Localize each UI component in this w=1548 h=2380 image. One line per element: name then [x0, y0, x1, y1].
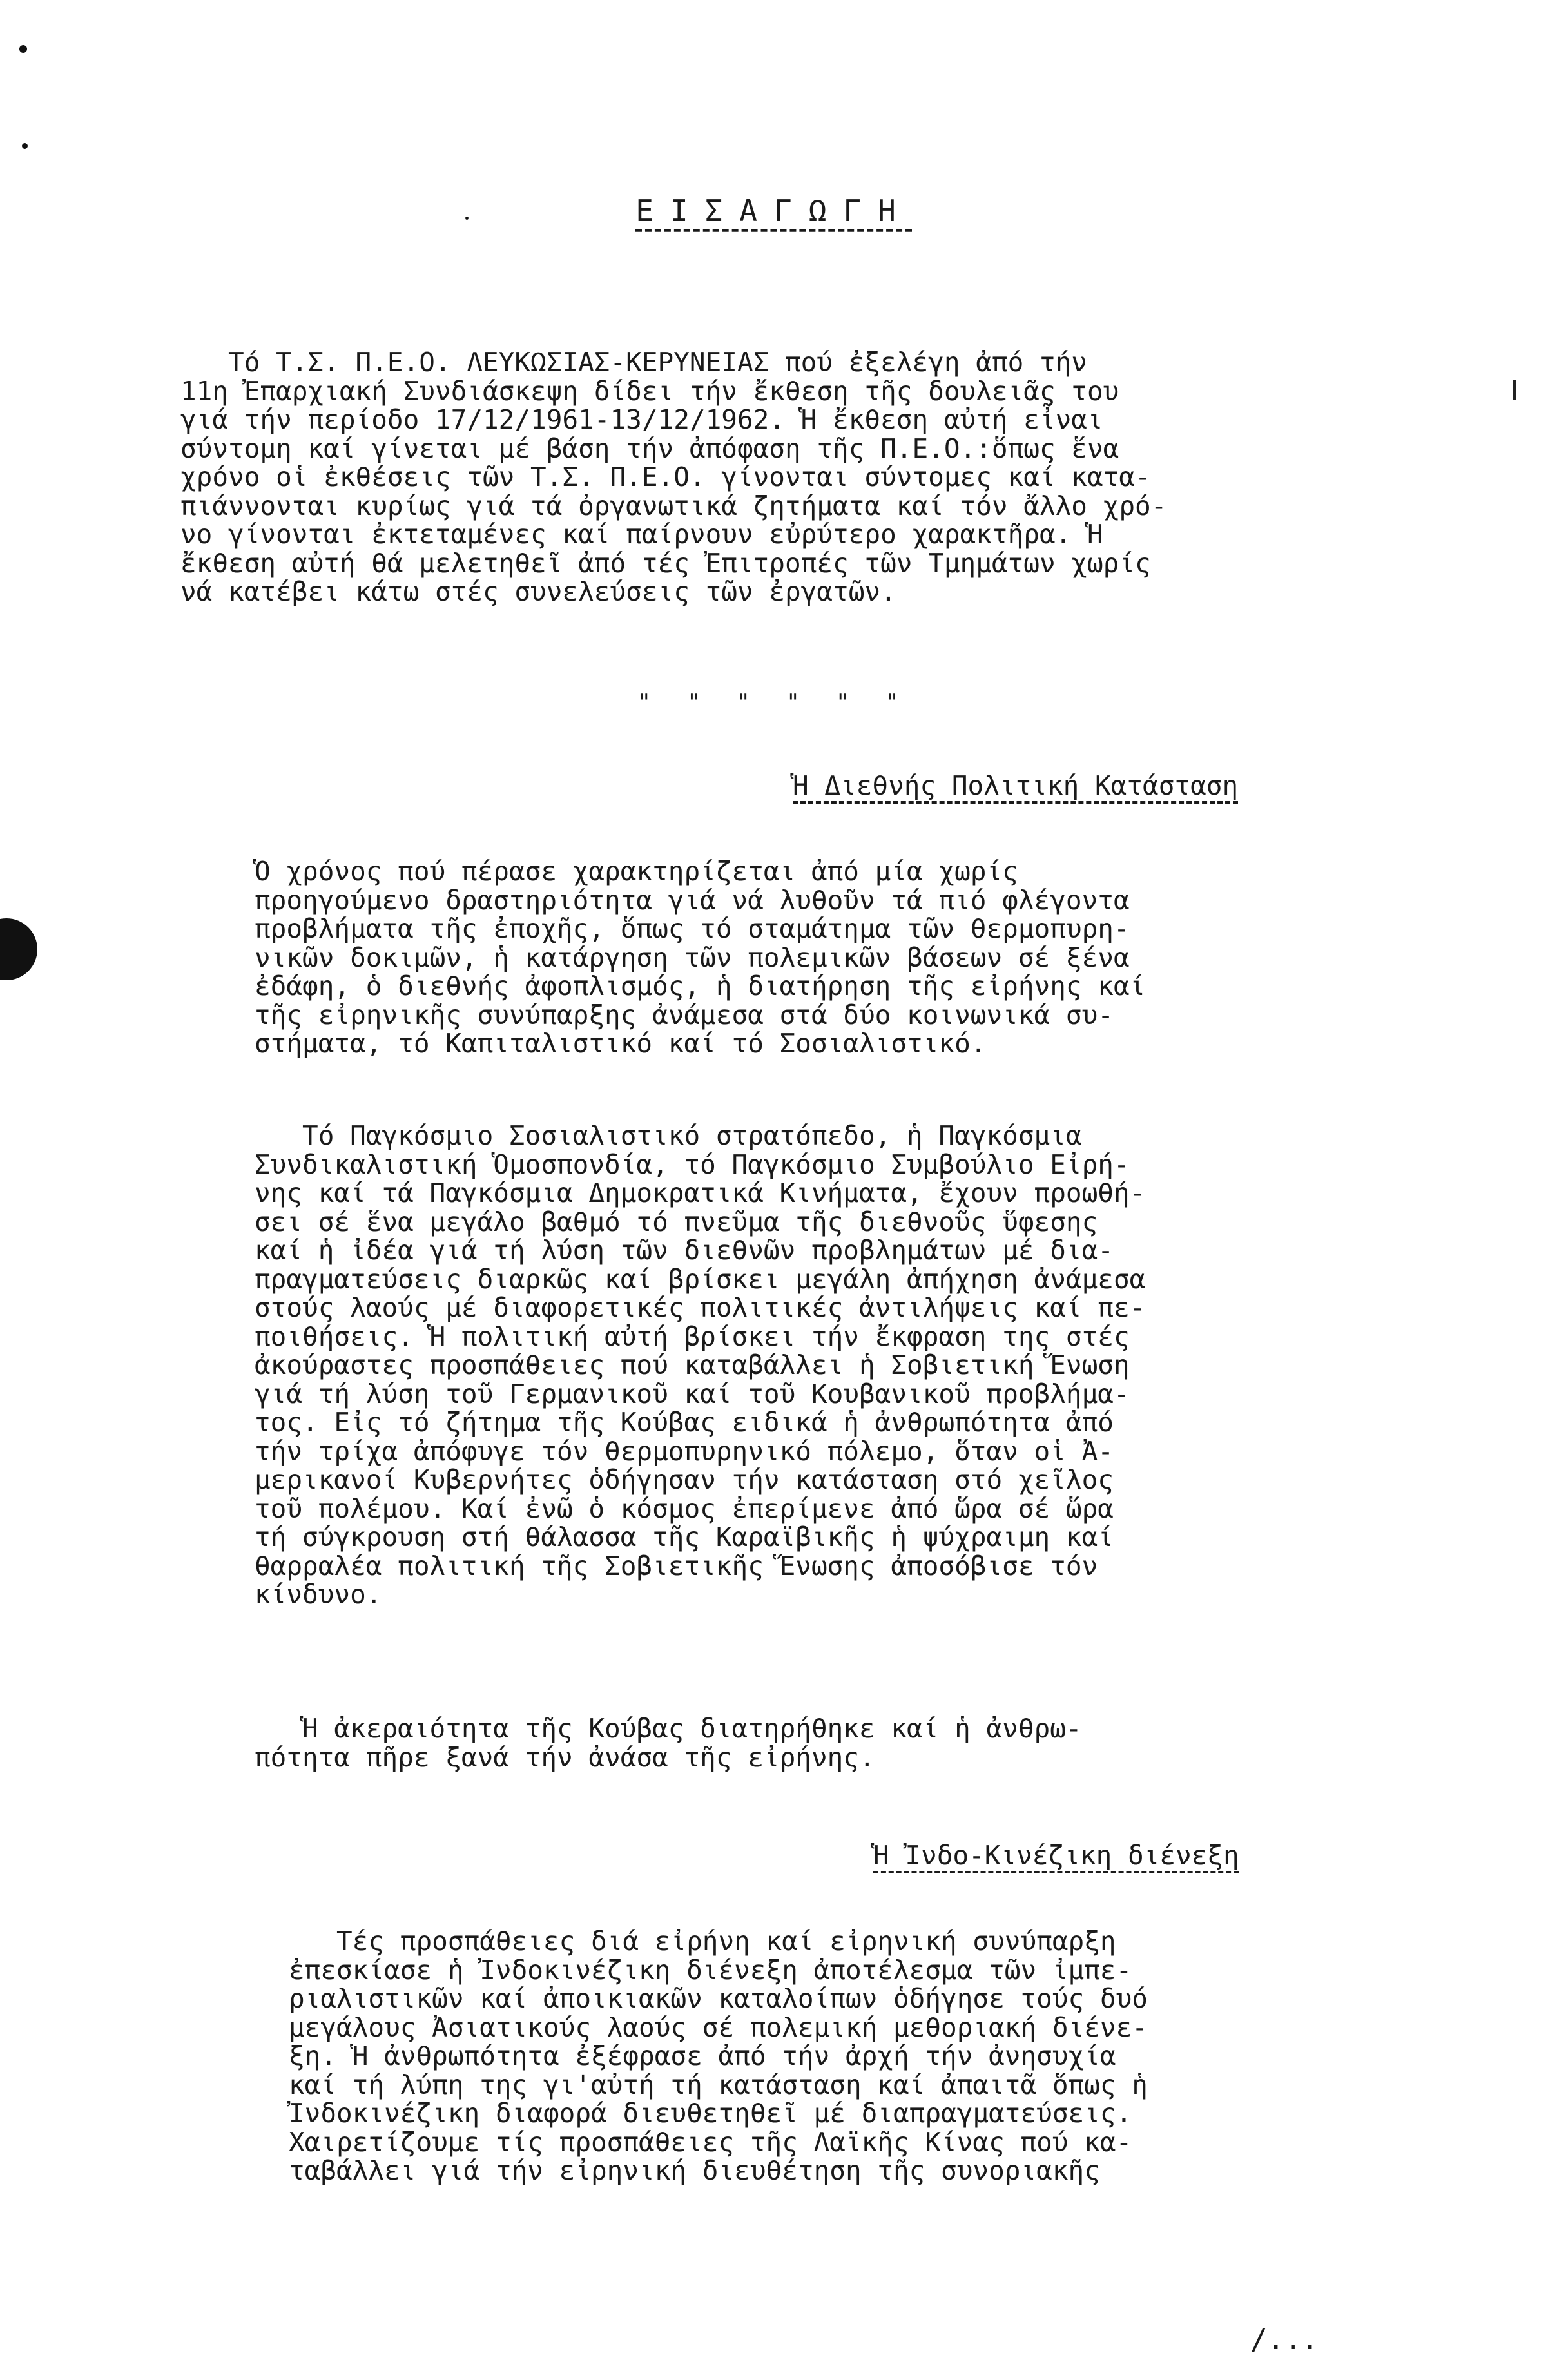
- page-title: ΕΙΣΑΓΩΓΗ: [635, 193, 913, 228]
- section2-paragraph-1: Τές προσπάθειες διά εἰρήνη καί εἰρηνική συνύπαρξη ἐπεσκίασε ἡ Ἰνδοκινέζικη διένεξη ἀποτέλεσμα τῶν ἰμπε- ριαλιστικῶν καί ἀποικιακῶν καταλοίπων ὁδήγησε τούς δυό μεγάλους Ἀσιατικούς λαούς σέ πολεμική μεθοριακή διένε- ξη. Ἡ ἀνθρωπότητα ἐξέφρασε ἀπό τήν ἀρχή τήν ἀνησυχία καί τή λύπη της γι'αὐτή τή κατάσταση καί ἀπαιτᾶ ὅπως ἡ Ἰνδοκινέζικη διαφορά διευθετηθεῖ μέ διαπραγματεύσεις. Χαιρετίζουμε τίς προσπάθειες τῆς Λαϊκῆς Κίνας πού κα- ταβάλλει γιά τήν εἰρηνική διευθέτηση τῆς συνοριακῆς: [289, 1926, 1148, 2186]
- intro-paragraph: Τό Τ.Σ. Π.Ε.Ο. ΛΕΥΚΩΣΙΑΣ-ΚΕΡΥΝΕΙΑΣ πού ἐξελέγη ἀπό τήν 11η Ἐπαρχιακή Συνδιάσκεψη δίδει τήν ἔκθεση τῆς δουλειᾶς του γιά τήν περίοδο 17/12/1961-13/12/1962. Ἡ ἔκθεση αὐτή εἶναι σύντομη καί γίνεται μέ βάση τήν ἀπόφαση τῆς Π.Ε.Ο.:ὅπως ἕνα χρόνο οἱ ἐκθέσεις τῶν Τ.Σ. Π.Ε.Ο. γίνονται σύντομες καί κατα- πιάννονται κυρίως γιά τά ὀργανωτικά ζητήματα καί τόν ἄλλο χρό- νο γίνονται ἐκτεταμένες καί παίρνουν εὐρύτερο χαρακτῆρα. Ἡ ἔκθεση αὐτή θά μελετηθεῖ ἀπό τές Ἐπιτροπές τῶν Τμημάτων χωρίς νά κατέβει κάτω στές συνελεύσεις τῶν ἐργατῶν.: [180, 347, 1167, 607]
- section1-paragraph-1: Ὁ χρόνος πού πέρασε χαρακτηρίζεται ἀπό μία χωρίς προηγούμενο δραστηριότητα γιά νά λυθοῦν τά πιό φλέγοντα προβλήματα τῆς ἐποχῆς, ὅπως τό σταμάτημα τῶν θερμοπυρη- νικῶν δοκιμῶν, ἡ κατάργηση τῶν πολεμικῶν βάσεων σέ ξένα ἐδάφη, ὁ διεθνής ἀφοπλισμός, ἡ διατήρηση τῆς εἰρήνης καί τῆς εἰρηνικῆς συνύπαρξης ἀνάμεσα στά δύο κοινωνικά συ- στήματα, τό Καπιταλιστικό καί τό Σοσιαλιστικό.: [255, 856, 1146, 1059]
- section1-paragraph-3: Ἡ ἀκεραιότητα τῆς Κούβας διατηρήθηκε καί ἡ ἀνθρω- πότητα πῆρε ξανά τήν ἀνάσα τῆς εἰρήνης.: [255, 1713, 1082, 1773]
- section-heading-sino-indian: Ἡ Ἰνδο-Κινέζικη διένεξη: [873, 1840, 1239, 1871]
- page-continued-mark: /...: [1250, 2323, 1319, 2356]
- margin-mark: [1513, 380, 1516, 400]
- scan-speck: [19, 45, 27, 53]
- section-heading-international: Ἡ Διεθνής Πολιτική Κατάσταση: [793, 770, 1239, 801]
- section-divider: " " " " " ": [637, 690, 911, 715]
- punch-hole-large: [0, 918, 37, 980]
- scan-speck: [22, 143, 28, 149]
- section1-paragraph-2: Τό Παγκόσμιο Σοσιαλιστικό στρατόπεδο, ἡ Παγκόσμια Συνδικαλιστική Ὁμοσπονδία, τό Παγκόσμιο Συμβούλιο Εἰρή- νης καί τά Παγκόσμια Δημοκρατικά Κινήματα, ἔχουν προωθή- σει σέ ἕνα μεγάλο βαθμό τό πνεῦμα τῆς διεθνοῦς ὕφεσης καί ἡ ἰδέα γιά τή λύση τῶν διεθνῶν προβλημάτων μέ δια- πραγματεύσεις διαρκῶς καί βρίσκει μεγάλη ἀπήχηση ἀνάμεσα στούς λαούς μέ διαφορετικές πολιτικές ἀντιλήψεις καί πε- ποιθήσεις. Ἡ πολιτική αὐτή βρίσκει τήν ἔκφραση της στές ἀκούραστες προσπάθειες πού καταβάλλει ἡ Σοβιετική Ἕνωση γιά τή λύση τοῦ Γερμανικοῦ καί τοῦ Κουβανικοῦ προβλήμα- τος. Εἰς τό ζήτημα τῆς Κούβας ειδικά ἡ ἀνθρωπότητα ἀπό τήν τρίχα ἀπόφυγε τόν θερμοπυρηνικό πόλεμο, ὅταν οἱ Ἀ- μερικανοί Κυβερνήτες ὁδήγησαν τήν κατάσταση στό χεῖλος τοῦ πολέμου. Καί ἐνῶ ὁ κόσμος ἐπερίμενε ἀπό ὥρα σέ ὥρα τή σύγκρουση στή θάλασσα τῆς Καραϊβικῆς ἡ ψύχραιμη καί θαρραλέα πολιτική τῆς Σοβιετικῆς Ἕνωσης ἀποσόβισε τόν κίνδυνο.: [255, 1120, 1146, 1610]
